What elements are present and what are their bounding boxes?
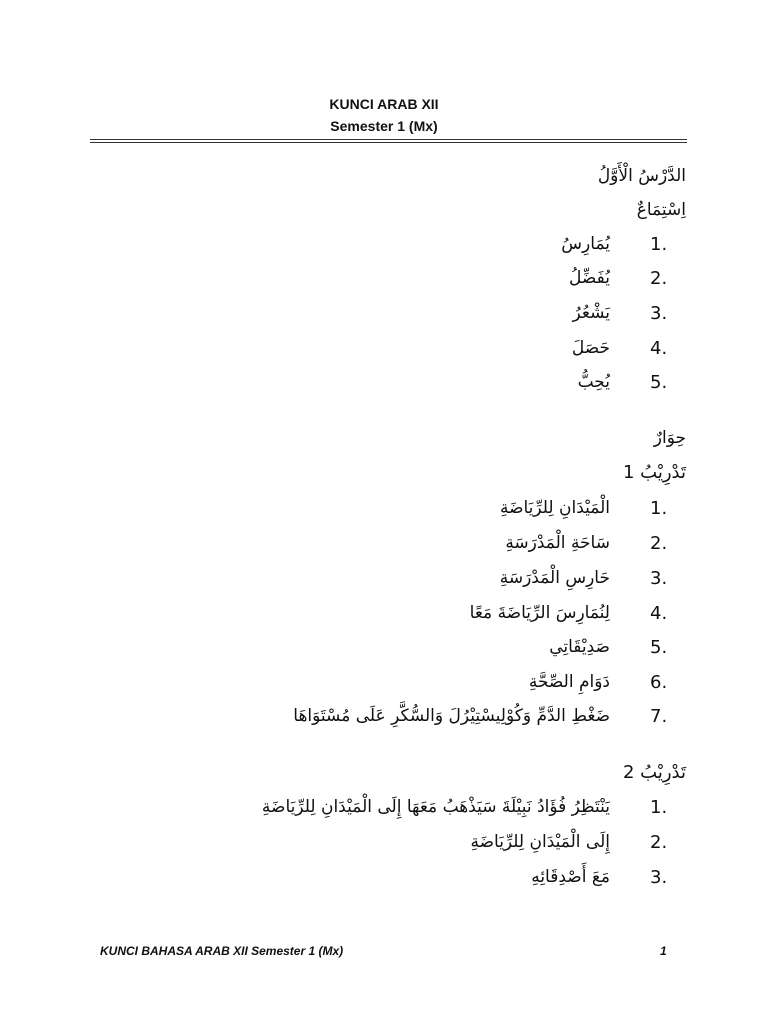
hiwar-heading: حِوَارٌ [653, 428, 686, 448]
item-number: 6. [650, 672, 668, 693]
page-number: 1 [660, 944, 667, 958]
footer-text: KUNCI BAHASA ARAB XII Semester 1 (Mx) [100, 944, 344, 958]
item-text: يُحِبُّ [577, 372, 610, 392]
item-text: يَشْعُرُ [572, 303, 610, 323]
item-text: الْمَيْدَانِ لِلرِّيَاضَةِ [499, 498, 610, 518]
item-text: مَعَ أَصْدِقَائِهِ [531, 867, 610, 887]
item-number: 2. [650, 533, 668, 554]
document-title: KUNCI ARAB XII [329, 96, 439, 112]
item-number: 2. [650, 832, 668, 853]
item-text: إِلَى الْمَيْدَانِ لِلرِّيَاضَةِ [470, 832, 610, 852]
item-text: صَدِيْقَاتِي [549, 637, 610, 657]
item-number: 4. [650, 338, 668, 359]
item-number: 7. [650, 706, 668, 727]
item-number: 1. [650, 234, 668, 255]
item-number: 5. [650, 372, 668, 393]
header-rule-bottom [90, 142, 687, 143]
item-text: حَارِسِ الْمَدْرَسَةِ [499, 568, 610, 588]
item-number: 3. [650, 568, 668, 589]
item-text: ضَغْطِ الدَّمِّ وَكُوْلِيسْتِيْرُلَ وَالسُّكَّرِ عَلَى مُسْتَوَاهَا [293, 706, 610, 726]
item-number: 5. [650, 637, 668, 658]
tadrib-2-heading: تَدْرِيْبُ 2 [622, 762, 686, 783]
header-rule-top [90, 139, 687, 140]
item-text: يَنْتَظِرُ فُؤَادُ نَبِيْلَةَ سَيَذْهَبُ مَعَهَا إِلَى الْمَيْدَانِ لِلرِّيَاضَةِ [261, 797, 610, 817]
item-text: حَصَلَ [571, 338, 610, 358]
item-number: 2. [650, 268, 668, 289]
item-text: سَاحَةِ الْمَدْرَسَةِ [505, 533, 610, 553]
istima-heading: اِسْتِمَاعٌ [636, 200, 686, 220]
item-number: 1. [650, 498, 668, 519]
item-text: دَوَامِ الصِّحَّةِ [528, 672, 610, 692]
lesson-title: الدَّرْسُ الْأَوَّلُ [597, 166, 686, 186]
tadrib-1-heading: تَدْرِيْبُ 1 [622, 462, 686, 483]
item-number: 3. [650, 303, 668, 324]
item-text: يُمَارِسُ [561, 234, 610, 254]
document-subtitle: Semester 1 (Mx) [330, 118, 438, 134]
item-text: لِنُمَارِسَ الرِّيَاضَةَ مَعًا [469, 603, 610, 623]
item-number: 4. [650, 603, 668, 624]
item-number: 3. [650, 867, 668, 888]
item-text: يُفَضِّلُ [569, 268, 610, 288]
item-number: 1. [650, 797, 668, 818]
